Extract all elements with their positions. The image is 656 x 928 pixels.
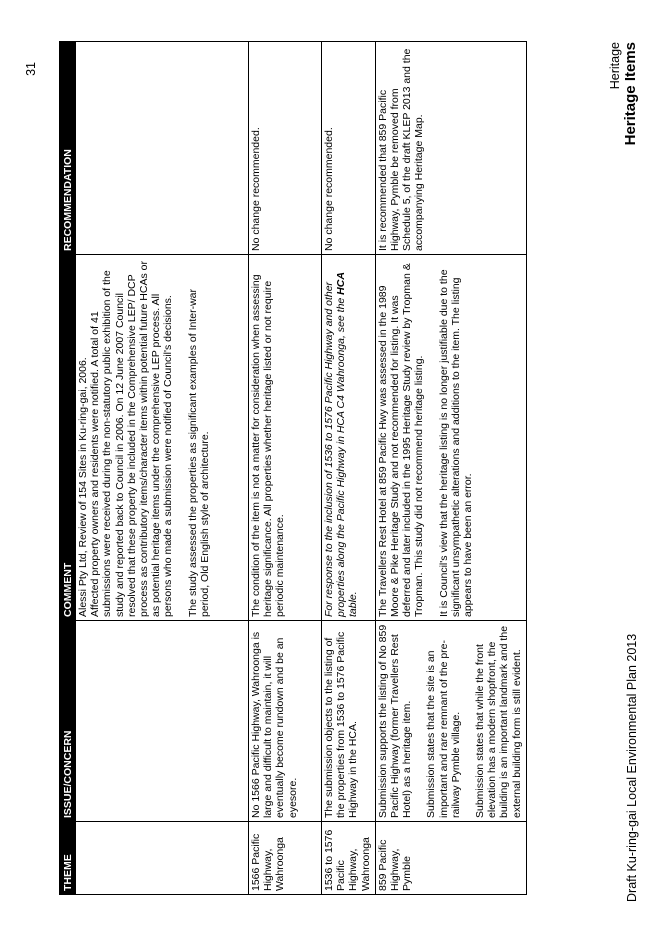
theme-cell: 1566 Pacific Highway, Wahroonga	[249, 822, 322, 895]
comment-text: Alessi Pty Ltd, Review of 154 Sites in Ku-ring-gai, 2006.	[77, 357, 89, 617]
issue-cell	[249, 621, 322, 822]
issue-text: Submission supports the listing of No 859 Pacific Highway (former Travellers Rest Hotel) as a heritage item.	[376, 624, 414, 818]
comment-cell	[76, 255, 249, 621]
comment-cell	[249, 255, 322, 621]
issue-text: The submission objects to the listing of the properties from 1536 to 1576 Pacific Highway in the HCA.	[323, 631, 360, 818]
section-label: Heritage	[608, 42, 622, 90]
issue-cell	[76, 621, 249, 822]
issue-cell	[322, 621, 376, 822]
theme-cell: 1536 to 1576 Pacific Highway, Wahroonga	[322, 822, 376, 895]
page-number: 31	[24, 62, 38, 76]
document-title: Draft Ku-ring-gai Local Environmental Plan 2013	[625, 633, 639, 902]
comment-cell	[322, 255, 376, 621]
comment-text: The Travellers Rest Hotel at 859 Pacific Hwy was assessed in the 1989 Moore & Pike Heritage Study and not recommended for listing. It was deferred and later included in the 1995 Heritage Study review by Tropman & Tropman. This study did not recommend heritage listing.	[376, 263, 426, 617]
theme-cell	[76, 822, 249, 895]
column-header-comment: COMMENT	[60, 255, 76, 621]
issue-cell	[375, 621, 526, 822]
submissions-table	[59, 41, 527, 895]
comment-text: table.	[347, 591, 360, 617]
recommendation-cell: No change recommended.	[249, 42, 322, 255]
issue-text: Submission states that while the front elevation has a modern shopfront, the building is an important landmark and the external building form is still evident.	[474, 625, 523, 818]
comment-bold-text: HCA	[335, 272, 348, 295]
issue-text: Submission states that the site is an important and rare remnant of the pre-railway Pymble village.	[425, 639, 462, 818]
column-header-theme: THEME	[60, 822, 76, 895]
section-heading: Heritage Items	[622, 42, 639, 146]
comment-text: The condition of the item is not a matter for consideration when assessing heritage significance. All properties whether heritage listed or not require periodic maintenance.	[250, 274, 287, 617]
column-header-issue: ISSUE/CONCERN	[60, 621, 76, 822]
theme-cell: 859 Pacific Highway, Pymble	[375, 822, 526, 895]
comment-text: Affected property owners and residents were notified. A total of 41 submissions were received during the non-statutory public exhibition of the study and reported back to Council in 2006. On 12 June 2007 Council resolved that these property be included in the Comprehensive LEP/ DCP process as contributory items/character items within potential future HCAs or as potential heritage items under the comprehensive LEP process. All persons who made a submission were notified of Council's decisions.	[89, 261, 175, 617]
column-header-recommendation: RECOMMENDATION	[60, 42, 76, 255]
table-row	[375, 42, 526, 895]
comment-text: For response to the inclusion of 1536 to 1576 Pacific Highway and other properties along the Pacific Highway in HCA C4 Wahroonga, see the	[323, 281, 348, 617]
section-header	[608, 42, 639, 145]
recommendation-cell	[76, 42, 249, 255]
comment-text: It is Council's view that the heritage listing is no longer justifiable due to the significant unsympathetic alterations and additions to the item. The listing appears to have been an error.	[437, 269, 475, 617]
recommendation-cell: It is recommended that 859 Pacific Highway, Pymble be removed from Schedule 5, of the draft KLEP 2013 and the accompanying Heritage Map.	[375, 42, 526, 255]
table-row	[76, 42, 249, 895]
comment-text: The study assessed the properties as significant examples of Inter-war period, Old English style of architecture.	[186, 289, 211, 617]
table-row	[322, 42, 376, 895]
table-header-row	[60, 42, 76, 895]
comment-cell	[375, 255, 526, 621]
recommendation-cell: No change recommended.	[322, 42, 376, 255]
issue-text: No 1566 Pacific Highway, Wahroonga is large and difficult to maintain, it will eventually become rundown and be an eyesore.	[250, 631, 299, 818]
table-row	[249, 42, 322, 895]
